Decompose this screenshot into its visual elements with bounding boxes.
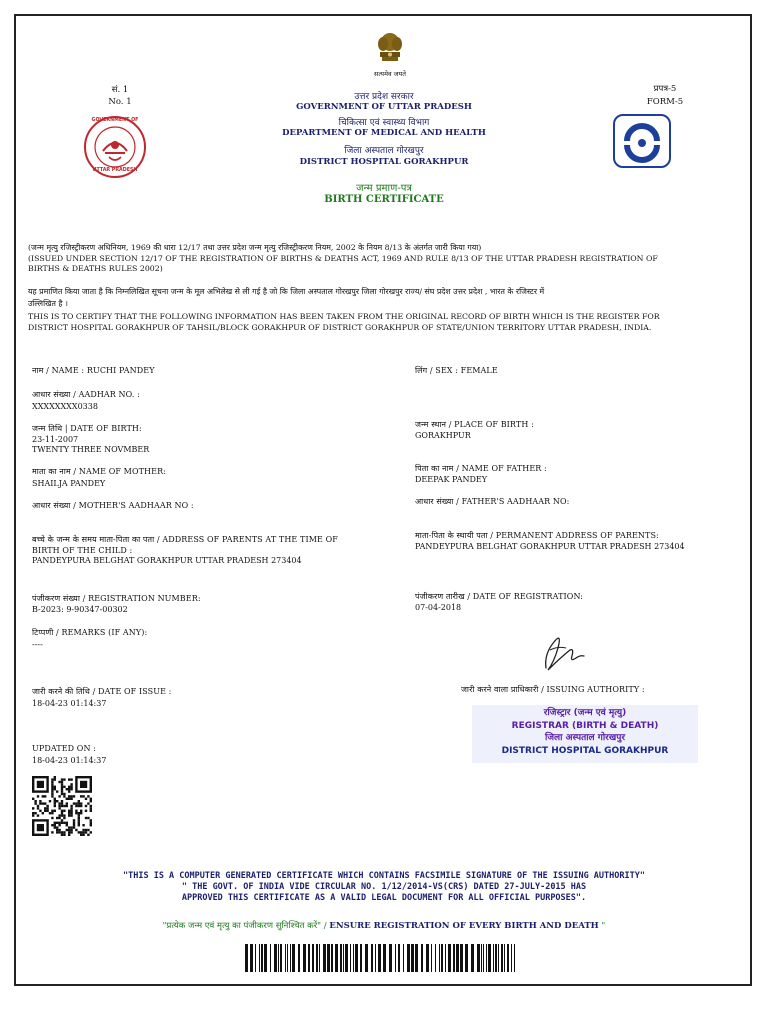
date-of-registration-value: 07-04-2018 bbox=[415, 603, 462, 612]
dob-words: TWENTY THREE NOVMBER bbox=[32, 445, 150, 454]
date-of-registration-label: पंजीकरण तारीख / DATE OF REGISTRATION: bbox=[415, 592, 584, 601]
date-of-issue-value: 18-04-23 01:14:37 bbox=[32, 699, 107, 708]
mother-aadhaar-label: आधार संख्या / MOTHER'S AADHAAR NO : bbox=[32, 501, 194, 510]
govt-circular-note-2: APPROVED THIS CERTIFICATE AS A VALID LEGAL DOCUMENT FOR ALL OFFICIAL PURPOSES". bbox=[181, 893, 587, 903]
stamp-line-1: रजिस्ट्रार (जन्म एवं मृत्यु) bbox=[543, 708, 627, 718]
date-of-issue-label: जारी करने की तिथि / DATE OF ISSUE : bbox=[32, 687, 172, 696]
updated-on-value: 18-04-23 01:14:37 bbox=[32, 756, 107, 765]
registration-number-value: B-2023: 9-90347-00302 bbox=[32, 605, 128, 614]
birth-address-label-2: BIRTH OF THE CHILD : bbox=[32, 546, 133, 555]
mother-name-value: SHAILJA PANDEY bbox=[32, 479, 106, 488]
computer-generated-note: "THIS IS A COMPUTER GENERATED CERTIFICATE WHICH CONTAINS FACSIMILE SIGNATURE OF THE ISSUING AUTHORITY" bbox=[123, 871, 645, 881]
hospital-en: DISTRICT HOSPITAL GORAKHPUR bbox=[299, 157, 469, 167]
registrar-stamp bbox=[472, 705, 698, 763]
aadhar-value: XXXXXXXX0338 bbox=[32, 402, 98, 411]
stamp-line-3: जिला अस्पताल गोरखपुर bbox=[545, 733, 625, 743]
father-name-value: DEEPAK PANDEY bbox=[415, 475, 487, 484]
qr-code-icon bbox=[32, 776, 92, 836]
stamp-line-4: DISTRICT HOSPITAL GORAKHPUR bbox=[501, 745, 669, 756]
permanent-address-value: PANDEYPURA BELGHAT GORAKHPUR UTTAR PRADESH 273404 bbox=[415, 542, 685, 551]
serial-no-hi: सं. 1 bbox=[111, 85, 129, 95]
name-field: नाम / NAME : RUCHI PANDEY bbox=[32, 366, 155, 375]
birth-address-label-1: बच्चे के जन्म के समय माता-पिता का पता / ADDRESS OF PARENTS AT THE TIME OF bbox=[32, 535, 338, 544]
ensure-registration-hi: "प्रत्येक जन्म एवं मृत्यु का पंजीकरण सुनिश्चित करें" / bbox=[162, 921, 327, 931]
place-of-birth-label: जन्म स्थान / PLACE OF BIRTH : bbox=[415, 420, 534, 429]
registration-number-label: पंजीकरण संख्या / REGISTRATION NUMBER: bbox=[32, 594, 201, 603]
issued-under-en-2: BIRTHS & DEATHS RULES 2002) bbox=[28, 264, 163, 273]
govt-en: GOVERNMENT OF UTTAR PRADESH bbox=[296, 102, 472, 112]
form-no-hi: प्रपत्र-5 bbox=[653, 84, 677, 94]
govt-circular-note-1: " THE GOVT. OF INDIA VIDE CIRCULAR NO. 1/12/2014-VS(CRS) DATED 27-JULY-2015 HAS bbox=[181, 882, 587, 892]
ashoka-emblem-icon bbox=[371, 28, 409, 66]
seal-text-bottom: UTTAR PRADESH bbox=[92, 168, 138, 173]
dob-label: जन्म तिथि | DATE OF BIRTH: bbox=[32, 424, 142, 433]
ensure-registration-en: ENSURE REGISTRATION OF EVERY BIRTH AND DEATH bbox=[329, 921, 599, 931]
remarks-label: टिप्पणी / REMARKS (IF ANY): bbox=[32, 628, 148, 637]
serial-no-en: No. 1 bbox=[108, 97, 132, 107]
dob-value: 23-11-2007 bbox=[32, 435, 79, 444]
certify-en-1: THIS IS TO CERTIFY THAT THE FOLLOWING INFORMATION HAS BEEN TAKEN FROM THE ORIGINAL RECORD OF BIRTH WHICH IS THE REGISTER FOR bbox=[28, 312, 660, 321]
ensure-registration-end: " bbox=[601, 921, 606, 931]
certificate-title-hi: जन्म प्रमाण-पत्र bbox=[356, 183, 412, 194]
permanent-address-label: माता-पिता के स्थायी पता / PERMANENT ADDRESS OF PARENTS: bbox=[415, 531, 659, 540]
remarks-value: ---- bbox=[32, 640, 43, 649]
issuing-authority-label: जारी करने वाला प्राधिकारी / ISSUING AUTHORITY : bbox=[461, 685, 645, 694]
mother-name-label: माता का नाम / NAME OF MOTHER: bbox=[32, 467, 166, 476]
aadhar-label: आधार संख्या / AADHAR NO. : bbox=[32, 390, 140, 399]
father-name-label: पिता का नाम / NAME OF FATHER : bbox=[415, 464, 547, 473]
certify-en-2: DISTRICT HOSPITAL GORAKHPUR OF TAHSIL/BLOCK GORAKHPUR OF DISTRICT GORAKHPUR OF STATE/UNION TERRITORY UTTAR PRADESH, INDIA. bbox=[28, 323, 652, 332]
signature-icon bbox=[540, 628, 588, 674]
sex-field: लिंग / SEX : FEMALE bbox=[415, 366, 498, 375]
certify-hi-1: यह प्रमाणित किया जाता है कि निम्नलिखित सूचना जन्म के मूल अभिलेख से ली गई है जो कि जिला अस्पताल गोरखपुर जिला गोरखपुर राज्य/ संघ प्रदेश उत्तर प्रदेश , भारत के रजिस्टर में bbox=[28, 287, 545, 296]
issued-under-en-1: (ISSUED UNDER SECTION 12/17 OF THE REGISTRATION OF BIRTHS & DEATHS ACT, 1969 AND RULE 8/13 OF THE UTTAR PRADESH REGISTRATION OF bbox=[28, 254, 658, 263]
ensure-registration-line bbox=[0, 920, 768, 931]
issued-under-hi: (जन्म मृत्यु रजिस्ट्रीकरण अधिनियम, 1969 की धारा 12/17 तथा उत्तर प्रदेश जन्म मृत्यु रजिस्ट्रीकरण नियम, 2002 के नियम 8/13 के अंतर्गत जारी किया गया) bbox=[28, 243, 482, 252]
updated-on-label: UPDATED ON : bbox=[32, 744, 97, 753]
dept-en: DEPARTMENT OF MEDICAL AND HEALTH bbox=[282, 128, 486, 138]
father-aadhaar-label: आधार संख्या / FATHER'S AADHAAR NO: bbox=[415, 497, 570, 506]
dept-hi: चिकित्सा एवं स्वास्थ्य विभाग bbox=[338, 118, 430, 128]
place-of-birth-value: GORAKHPUR bbox=[415, 431, 471, 440]
certificate-title-en: BIRTH CERTIFICATE bbox=[324, 194, 444, 205]
certify-hi-2: उल्लिखित है । bbox=[28, 299, 68, 308]
emblem-motto: सत्यमेव जयते bbox=[374, 70, 406, 78]
form-no-en: FORM-5 bbox=[646, 97, 684, 107]
stamp-line-2: REGISTRAR (BIRTH & DEATH) bbox=[511, 720, 659, 731]
barcode-icon bbox=[245, 944, 519, 972]
birth-address-value: PANDEYPURA BELGHAT GORAKHPUR UTTAR PRADESH 273404 bbox=[32, 556, 302, 565]
govt-hi: उत्तर प्रदेश सरकार bbox=[354, 92, 414, 102]
seal-text-top: GOVERNMENT OF bbox=[91, 118, 139, 123]
hospital-hi: जिला अस्पताल गोरखपुर bbox=[344, 146, 424, 156]
